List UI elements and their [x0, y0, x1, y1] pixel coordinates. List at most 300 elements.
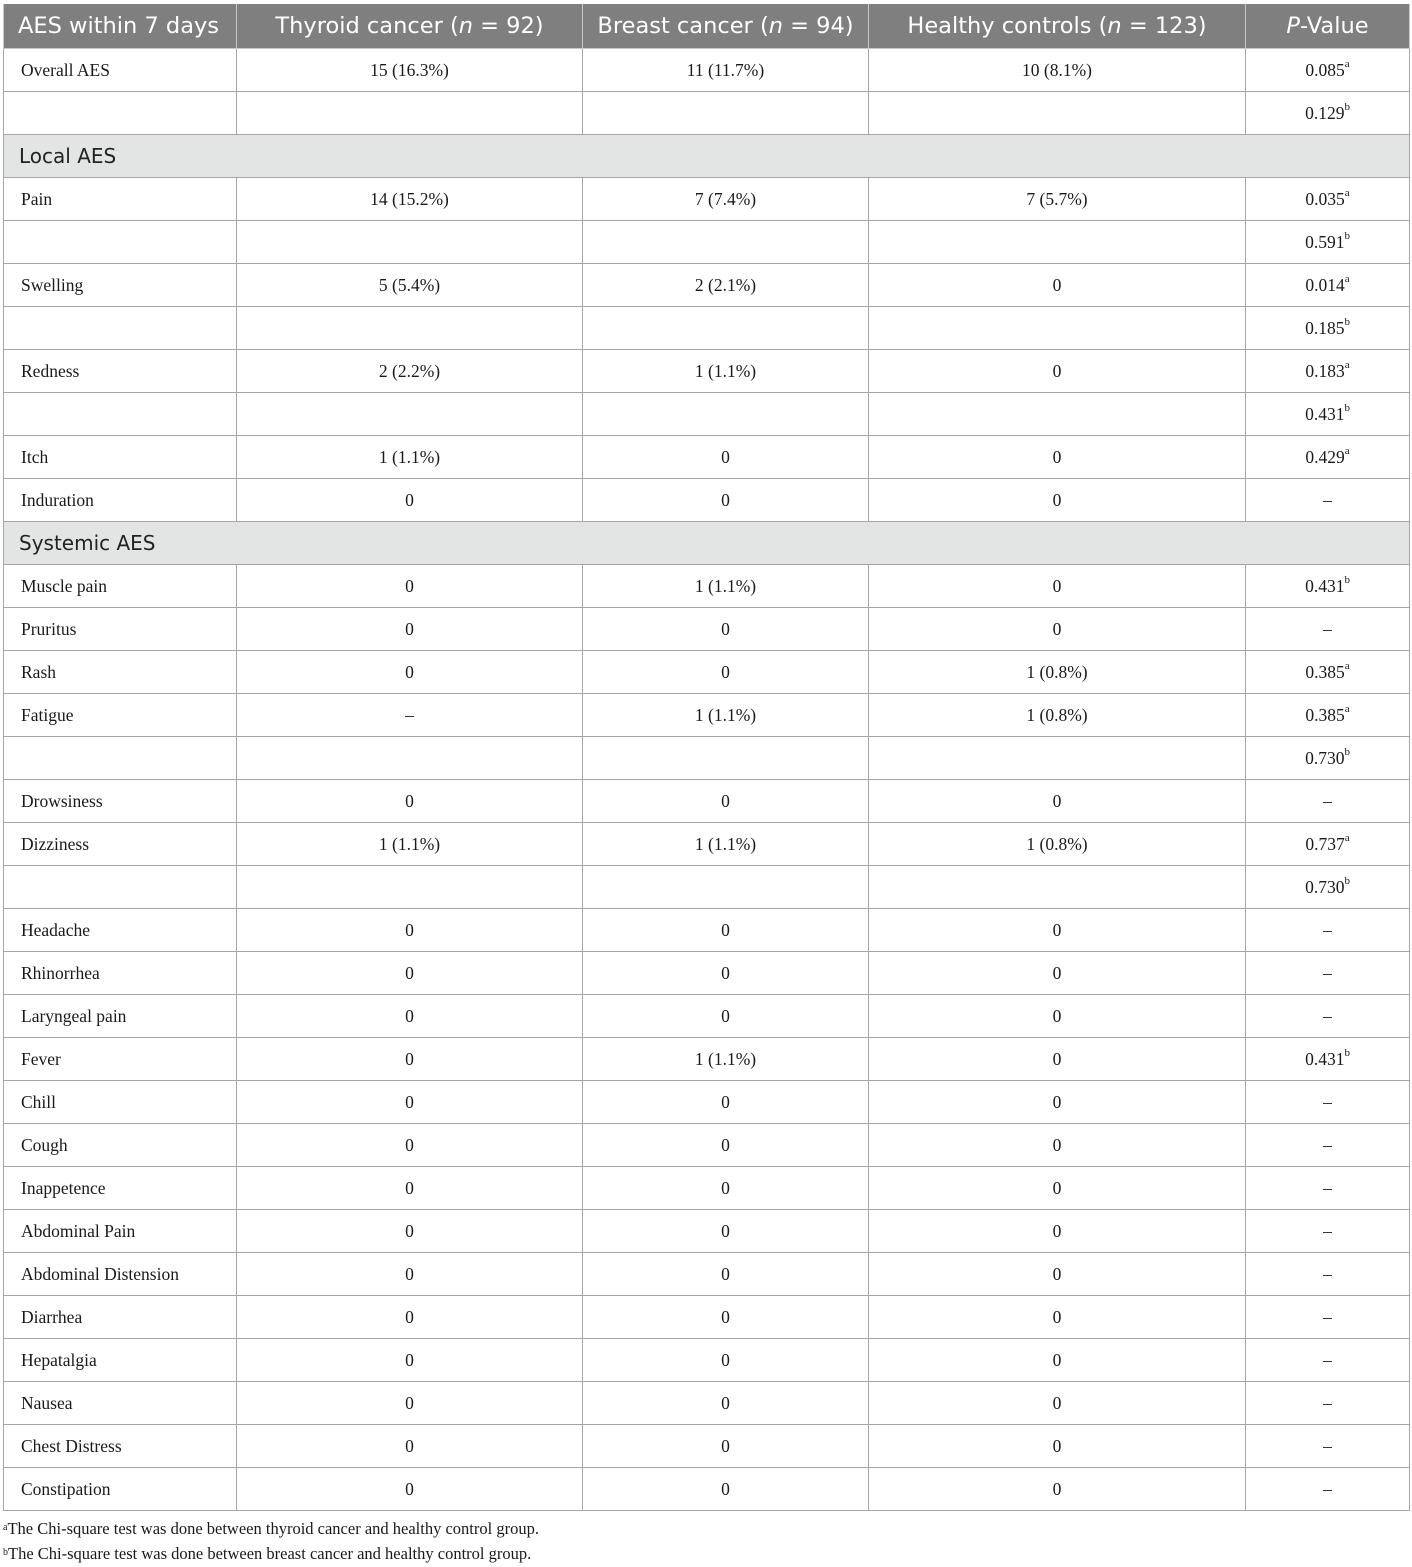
cell-thyroid-cancer — [237, 780, 583, 823]
cell-text: Cough — [21, 1134, 68, 1155]
section-header-row — [4, 135, 1410, 178]
cell-thyroid-cancer — [237, 737, 583, 780]
footnote-a — [3, 1516, 539, 1541]
cell-breast-cancer — [583, 264, 869, 307]
cell-thyroid-cancer — [237, 1339, 583, 1382]
cell-breast-cancer — [583, 737, 869, 780]
table-row — [4, 1296, 1410, 1339]
cell-text: 0 — [405, 1435, 414, 1456]
cell-text: – — [1323, 962, 1332, 983]
cell-thyroid-cancer — [237, 694, 583, 737]
table-row — [4, 393, 1410, 436]
cell-text: 0 — [405, 1478, 414, 1499]
cell-p-value — [1246, 479, 1410, 522]
footnote-marker: a — [1344, 702, 1350, 715]
cell-thyroid-cancer — [237, 651, 583, 694]
cell-text: 0 — [405, 618, 414, 639]
cell-event — [4, 1253, 237, 1296]
cell-p-value — [1246, 565, 1410, 608]
header-text: Breast cancer ( — [597, 13, 769, 39]
cell-p-value — [1246, 952, 1410, 995]
cell-healthy-controls — [869, 608, 1246, 651]
cell-healthy-controls — [869, 1425, 1246, 1468]
cell-text: 0 — [405, 489, 414, 510]
footnote-marker: b — [1344, 100, 1350, 113]
cell-event — [4, 49, 237, 92]
cell-event — [4, 264, 237, 307]
cell-text: 0 — [1052, 1005, 1062, 1026]
cell-text: 1 (0.8%) — [1026, 704, 1088, 725]
cell-p-value — [1246, 780, 1410, 823]
cell-healthy-controls — [869, 780, 1246, 823]
cell-healthy-controls — [869, 1339, 1246, 1382]
cell-p-value — [1246, 608, 1410, 651]
cell-text: 0 — [1052, 618, 1062, 639]
table-row — [4, 1468, 1410, 1511]
cell-text: 7 (5.7%) — [1026, 188, 1088, 209]
cell-text: 0 — [1052, 1263, 1062, 1284]
cell-event — [4, 995, 237, 1038]
cell-text: 0 — [721, 661, 730, 682]
header-italic-p: P — [1286, 13, 1300, 39]
cell-text: Drowsiness — [21, 790, 103, 811]
header-row — [4, 4, 1410, 49]
cell-thyroid-cancer — [237, 866, 583, 909]
cell-text: 0 — [721, 618, 730, 639]
cell-p-value — [1246, 178, 1410, 221]
footnote-marker: a — [1344, 358, 1350, 371]
cell-healthy-controls — [869, 1253, 1246, 1296]
cell-thyroid-cancer — [237, 221, 583, 264]
cell-event — [4, 1167, 237, 1210]
cell-text: – — [1323, 1349, 1332, 1370]
cell-text: Diarrhea — [21, 1306, 83, 1327]
cell-text: – — [1323, 489, 1332, 510]
table-row — [4, 264, 1410, 307]
table-row — [4, 49, 1410, 92]
cell-text: 0 — [721, 1220, 730, 1241]
table-row — [4, 1425, 1410, 1468]
cell-text: 0 — [405, 1263, 414, 1284]
cell-text: 0.591 — [1305, 231, 1345, 252]
cell-thyroid-cancer — [237, 1210, 583, 1253]
table-row — [4, 651, 1410, 694]
cell-thyroid-cancer — [237, 1296, 583, 1339]
cell-text: 0.429 — [1305, 446, 1345, 467]
cell-breast-cancer — [583, 909, 869, 952]
cell-text: – — [1323, 1392, 1332, 1413]
cell-text: 0 — [1052, 1435, 1062, 1456]
cell-p-value — [1246, 866, 1410, 909]
cell-event — [4, 952, 237, 995]
cell-event — [4, 436, 237, 479]
table-row — [4, 823, 1410, 866]
cell-event — [4, 866, 237, 909]
footnote-marker: a — [1344, 444, 1350, 457]
cell-healthy-controls — [869, 1210, 1246, 1253]
table-row — [4, 1038, 1410, 1081]
adverse-events-table — [3, 4, 1410, 1511]
cell-text: 0 — [721, 1349, 730, 1370]
table-row — [4, 1210, 1410, 1253]
cell-text: – — [405, 704, 414, 725]
cell-breast-cancer — [583, 608, 869, 651]
cell-breast-cancer — [583, 565, 869, 608]
cell-event — [4, 1124, 237, 1167]
footnote-text: The Chi-square test was done between breast cancer and healthy control group. — [8, 1544, 532, 1563]
cell-p-value — [1246, 1339, 1410, 1382]
cell-breast-cancer — [583, 780, 869, 823]
cell-thyroid-cancer — [237, 1468, 583, 1511]
cell-text: Inappetence — [21, 1177, 106, 1198]
cell-healthy-controls — [869, 178, 1246, 221]
cell-event — [4, 694, 237, 737]
cell-text: Pain — [21, 188, 53, 209]
footnote-mark: a — [3, 1522, 8, 1533]
cell-event — [4, 92, 237, 135]
cell-breast-cancer — [583, 651, 869, 694]
cell-text: – — [1323, 1435, 1332, 1456]
cell-text: – — [1323, 1005, 1332, 1026]
cell-text: 0 — [721, 1306, 730, 1327]
cell-text: 0 — [1052, 575, 1062, 596]
table-row — [4, 479, 1410, 522]
cell-text: 1 (1.1%) — [694, 575, 757, 596]
cell-text: 0.185 — [1305, 317, 1345, 338]
cell-text: 0 — [1052, 1048, 1062, 1069]
cell-text: 0.730 — [1305, 876, 1345, 897]
section-label: Local AES — [4, 135, 1410, 178]
cell-text: 1 (1.1%) — [694, 704, 757, 725]
cell-text: 0 — [1052, 1478, 1062, 1499]
cell-p-value — [1246, 1468, 1410, 1511]
cell-breast-cancer — [583, 1468, 869, 1511]
footnote-marker: b — [1344, 229, 1350, 242]
cell-text: 0.737 — [1305, 833, 1345, 854]
cell-text: 0 — [1052, 274, 1062, 295]
cell-event — [4, 221, 237, 264]
cell-p-value — [1246, 1124, 1410, 1167]
cell-text: 7 (7.4%) — [694, 188, 757, 209]
cell-healthy-controls — [869, 866, 1246, 909]
footnote-marker: a — [1344, 272, 1350, 285]
cell-p-value — [1246, 393, 1410, 436]
cell-text: 0.730 — [1305, 747, 1345, 768]
cell-text: 1 (0.8%) — [1026, 661, 1088, 682]
cell-healthy-controls — [869, 1081, 1246, 1124]
cell-text: 0 — [1052, 360, 1062, 381]
cell-text: 0 — [721, 1005, 730, 1026]
cell-text: Constipation — [21, 1478, 111, 1499]
cell-healthy-controls — [869, 307, 1246, 350]
cell-text: 0 — [405, 1005, 414, 1026]
cell-thyroid-cancer — [237, 479, 583, 522]
cell-text: Nausea — [21, 1392, 73, 1413]
cell-text: Rash — [21, 661, 56, 682]
table-row — [4, 565, 1410, 608]
cell-text: 0 — [1052, 1177, 1062, 1198]
cell-text: 14 (15.2%) — [370, 188, 449, 209]
footnote-marker: a — [1344, 659, 1350, 672]
cell-text: Muscle pain — [21, 575, 108, 596]
cell-text: 1 (1.1%) — [694, 360, 757, 381]
cell-text: – — [1323, 618, 1332, 639]
cell-event — [4, 393, 237, 436]
cell-text: Headache — [21, 919, 90, 940]
footnote-marker: a — [1344, 831, 1350, 844]
cell-text: 1 (0.8%) — [1026, 833, 1088, 854]
table-row — [4, 608, 1410, 651]
cell-text: 2 (2.2%) — [378, 360, 441, 381]
cell-p-value — [1246, 436, 1410, 479]
cell-text: 10 (8.1%) — [1022, 59, 1092, 80]
cell-event — [4, 737, 237, 780]
table-row — [4, 694, 1410, 737]
cell-healthy-controls — [869, 479, 1246, 522]
cell-healthy-controls — [869, 49, 1246, 92]
cell-thyroid-cancer — [237, 952, 583, 995]
table-row — [4, 1382, 1410, 1425]
footnotes — [3, 1516, 539, 1566]
cell-text: 0 — [1052, 1349, 1062, 1370]
cell-text: 0 — [1052, 919, 1062, 940]
section-header-row — [4, 522, 1410, 565]
cell-event — [4, 1425, 237, 1468]
cell-p-value — [1246, 737, 1410, 780]
cell-text: 1 (1.1%) — [694, 833, 757, 854]
cell-thyroid-cancer — [237, 393, 583, 436]
cell-p-value — [1246, 350, 1410, 393]
cell-text: 11 (11.7%) — [686, 59, 765, 80]
table-row — [4, 436, 1410, 479]
cell-p-value — [1246, 1425, 1410, 1468]
table-body — [4, 49, 1410, 1511]
cell-text: Swelling — [21, 274, 84, 295]
cell-text: 0 — [405, 1306, 414, 1327]
cell-text: Chest Distress — [21, 1435, 122, 1456]
cell-breast-cancer — [583, 1167, 869, 1210]
header-text: = 94) — [783, 13, 854, 39]
header-italic-n: n — [768, 13, 784, 39]
cell-thyroid-cancer — [237, 1081, 583, 1124]
cell-text: 0.129 — [1305, 102, 1345, 123]
cell-thyroid-cancer — [237, 92, 583, 135]
cell-p-value — [1246, 221, 1410, 264]
cell-text: – — [1323, 1220, 1332, 1241]
cell-text: 15 (16.3%) — [370, 59, 449, 80]
footnote-marker: a — [1344, 186, 1350, 199]
cell-breast-cancer — [583, 823, 869, 866]
cell-text: 0 — [721, 962, 730, 983]
cell-text: 0 — [405, 1134, 414, 1155]
cell-text: 0 — [721, 919, 730, 940]
cell-text: 0 — [1052, 446, 1062, 467]
cell-p-value — [1246, 1167, 1410, 1210]
cell-healthy-controls — [869, 1038, 1246, 1081]
cell-text: 0.385 — [1305, 704, 1345, 725]
cell-text: 0 — [721, 1263, 730, 1284]
cell-p-value — [1246, 49, 1410, 92]
cell-thyroid-cancer — [237, 264, 583, 307]
cell-text: 0 — [721, 1392, 730, 1413]
cell-text: Abdominal Pain — [21, 1220, 136, 1241]
cell-text: 0 — [1052, 1392, 1062, 1413]
cell-text: 0 — [1052, 1134, 1062, 1155]
cell-p-value — [1246, 1296, 1410, 1339]
cell-breast-cancer — [583, 350, 869, 393]
cell-healthy-controls — [869, 952, 1246, 995]
cell-healthy-controls — [869, 737, 1246, 780]
footnote-marker: b — [1344, 315, 1350, 328]
table-row — [4, 952, 1410, 995]
table-row — [4, 350, 1410, 393]
cell-text: 1 (1.1%) — [694, 1048, 757, 1069]
cell-text: 2 (2.1%) — [694, 274, 757, 295]
cell-text: – — [1323, 1134, 1332, 1155]
cell-breast-cancer — [583, 694, 869, 737]
cell-p-value — [1246, 995, 1410, 1038]
header-text: -Value — [1299, 13, 1369, 39]
header-text: AES within 7 days — [18, 13, 220, 39]
cell-text: 0 — [1052, 1306, 1062, 1327]
cell-text: Overall AES — [21, 59, 110, 80]
cell-thyroid-cancer — [237, 350, 583, 393]
cell-text: 0 — [405, 1349, 414, 1370]
header-healthy-controls — [869, 4, 1246, 49]
header-text: = 92) — [473, 13, 544, 39]
cell-text: 1 (1.1%) — [378, 446, 441, 467]
cell-healthy-controls — [869, 651, 1246, 694]
cell-event — [4, 823, 237, 866]
cell-event — [4, 1038, 237, 1081]
cell-breast-cancer — [583, 49, 869, 92]
cell-event — [4, 1210, 237, 1253]
cell-text: – — [1323, 1306, 1332, 1327]
table-row — [4, 1167, 1410, 1210]
cell-text: 0.085 — [1305, 59, 1345, 80]
footnote-b — [3, 1541, 539, 1566]
header-aes-within-7-days — [4, 4, 237, 49]
cell-event — [4, 479, 237, 522]
table-row — [4, 1081, 1410, 1124]
cell-healthy-controls — [869, 1382, 1246, 1425]
cell-breast-cancer — [583, 436, 869, 479]
cell-text: 0 — [405, 575, 414, 596]
header-p-value — [1246, 4, 1410, 49]
table-row — [4, 92, 1410, 135]
cell-p-value — [1246, 651, 1410, 694]
table-row — [4, 178, 1410, 221]
table-row — [4, 737, 1410, 780]
table-row — [4, 1253, 1410, 1296]
cell-p-value — [1246, 694, 1410, 737]
cell-healthy-controls — [869, 350, 1246, 393]
cell-text: 0.431 — [1305, 403, 1345, 424]
cell-thyroid-cancer — [237, 178, 583, 221]
cell-event — [4, 608, 237, 651]
cell-event — [4, 909, 237, 952]
cell-text: 0 — [721, 489, 730, 510]
cell-thyroid-cancer — [237, 1425, 583, 1468]
cell-text: Fever — [21, 1048, 61, 1069]
cell-text: Fatigue — [21, 704, 74, 725]
footnote-marker: b — [1344, 874, 1350, 887]
cell-thyroid-cancer — [237, 909, 583, 952]
cell-text: Itch — [21, 446, 49, 467]
cell-event — [4, 1382, 237, 1425]
cell-thyroid-cancer — [237, 307, 583, 350]
cell-text: 0.431 — [1305, 1048, 1345, 1069]
cell-breast-cancer — [583, 1296, 869, 1339]
cell-healthy-controls — [869, 909, 1246, 952]
footnote-marker: a — [1344, 57, 1350, 70]
cell-text: Pruritus — [21, 618, 77, 639]
table-row — [4, 866, 1410, 909]
footnote-marker: b — [1344, 745, 1350, 758]
cell-breast-cancer — [583, 1382, 869, 1425]
cell-text: 0 — [1052, 1091, 1062, 1112]
cell-event — [4, 1339, 237, 1382]
cell-breast-cancer — [583, 178, 869, 221]
table-row — [4, 909, 1410, 952]
cell-text: 0 — [721, 790, 730, 811]
cell-text: 0 — [405, 962, 414, 983]
header-breast-cancer — [583, 4, 869, 49]
header-text: Thyroid cancer ( — [275, 13, 459, 39]
cell-text: 0 — [721, 1134, 730, 1155]
cell-breast-cancer — [583, 1210, 869, 1253]
cell-event — [4, 651, 237, 694]
footnote-marker: b — [1344, 1046, 1350, 1059]
cell-event — [4, 780, 237, 823]
cell-text: 0 — [721, 446, 730, 467]
cell-thyroid-cancer — [237, 823, 583, 866]
cell-text: 0.183 — [1305, 360, 1345, 381]
table-row — [4, 307, 1410, 350]
cell-text: – — [1323, 1177, 1332, 1198]
table-row — [4, 995, 1410, 1038]
cell-text: 0 — [721, 1435, 730, 1456]
cell-breast-cancer — [583, 1124, 869, 1167]
table-row — [4, 780, 1410, 823]
cell-text: 0 — [721, 1478, 730, 1499]
header-text: Healthy controls ( — [907, 13, 1108, 39]
cell-thyroid-cancer — [237, 1038, 583, 1081]
cell-text: 0.014 — [1305, 274, 1345, 295]
footnote-marker: b — [1344, 573, 1350, 586]
footnote-marker: b — [1344, 401, 1350, 414]
cell-p-value — [1246, 1253, 1410, 1296]
header-italic-n: n — [458, 13, 474, 39]
cell-breast-cancer — [583, 92, 869, 135]
cell-event — [4, 178, 237, 221]
cell-text: 0 — [405, 1177, 414, 1198]
cell-healthy-controls — [869, 694, 1246, 737]
cell-p-value — [1246, 1210, 1410, 1253]
cell-breast-cancer — [583, 307, 869, 350]
cell-breast-cancer — [583, 1425, 869, 1468]
cell-breast-cancer — [583, 952, 869, 995]
header-italic-n: n — [1107, 13, 1122, 39]
cell-text: Redness — [21, 360, 80, 381]
cell-breast-cancer — [583, 1081, 869, 1124]
cell-text: 0 — [721, 1177, 730, 1198]
cell-event — [4, 1468, 237, 1511]
cell-event — [4, 1296, 237, 1339]
cell-healthy-controls — [869, 995, 1246, 1038]
cell-thyroid-cancer — [237, 1253, 583, 1296]
cell-breast-cancer — [583, 221, 869, 264]
